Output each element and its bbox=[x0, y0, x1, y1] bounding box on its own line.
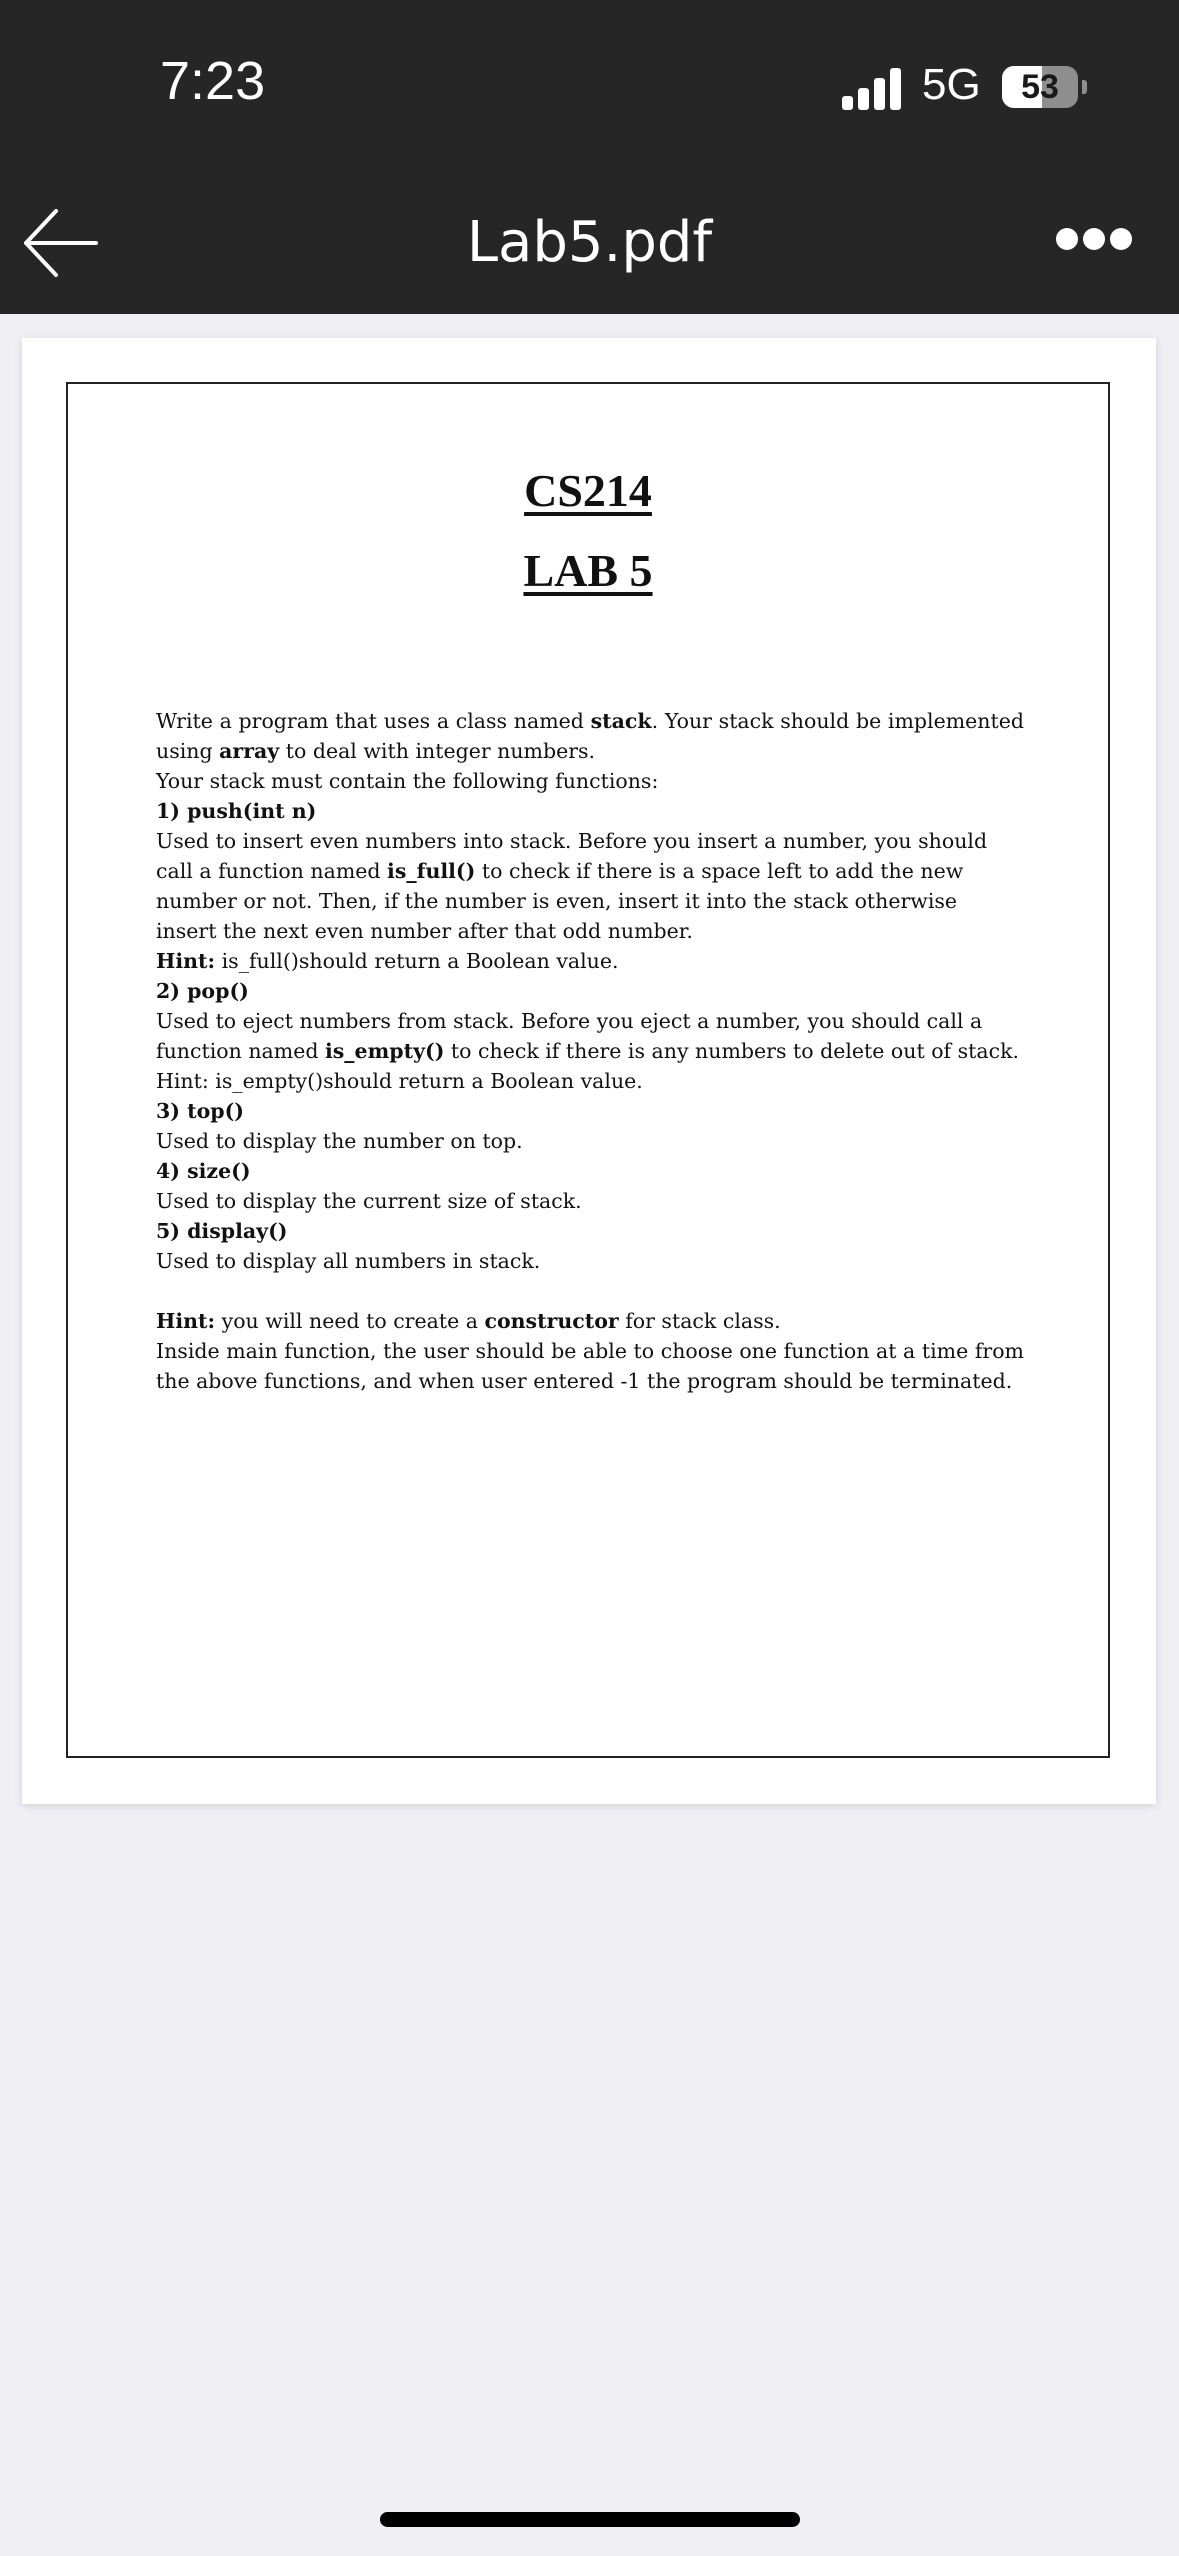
home-indicator[interactable] bbox=[380, 2512, 800, 2527]
pdf-page bbox=[22, 338, 1156, 1804]
lab-title bbox=[68, 544, 1108, 597]
course-title bbox=[68, 464, 1108, 517]
document-title: Lab5.pdf bbox=[466, 210, 713, 275]
function-push-description: Used to insert even numbers into stack. Before you insert a number, you should call a function named is_full() to check if there is a space left to add the new number or not. Then, if the number is even, insert it into the stack otherwise insert the next even number after that odd number. bbox=[156, 829, 988, 943]
function-top-description: Used to display the number on top. bbox=[156, 1129, 523, 1153]
function-push-title: 1) push(int n) bbox=[156, 799, 317, 823]
function-push-hint: Hint: is_full()should return a Boolean value. bbox=[156, 949, 619, 973]
top-bar bbox=[0, 0, 1179, 314]
battery-level: 53 bbox=[1021, 68, 1059, 106]
lab-number: LAB 5 bbox=[523, 545, 653, 596]
paragraph-gap bbox=[156, 1276, 1024, 1306]
function-top-title: 3) top() bbox=[156, 1099, 244, 1123]
more-ellipsis-icon[interactable] bbox=[1056, 228, 1132, 254]
function-size-title: 4) size() bbox=[156, 1159, 251, 1183]
page-border-frame bbox=[66, 382, 1110, 1758]
lab-instructions bbox=[156, 706, 1024, 1396]
function-pop-hint: Hint: is_empty()should return a Boolean value. bbox=[156, 1069, 643, 1093]
constructor-hint: Hint: you will need to create a constructor for stack class. bbox=[156, 1309, 781, 1333]
course-code: CS214 bbox=[524, 465, 652, 516]
battery-icon bbox=[1002, 66, 1078, 108]
network-type: 5G bbox=[922, 60, 981, 109]
cellular-signal-icon bbox=[842, 66, 902, 110]
function-size-description: Used to display the current size of stack. bbox=[156, 1189, 582, 1213]
function-display-title: 5) display() bbox=[156, 1219, 288, 1243]
status-time: 7:23 bbox=[160, 51, 266, 111]
function-display-description: Used to display all numbers in stack. bbox=[156, 1249, 541, 1273]
battery-tip bbox=[1082, 80, 1087, 94]
function-pop-title: 2) pop() bbox=[156, 979, 249, 1003]
intro-paragraph: Write a program that uses a class named stack. Your stack should be implemented using array to deal with integer numbers. bbox=[156, 709, 1024, 763]
main-function-instruction: Inside main function, the user should be able to choose one function at a time from the above functions, and when user entered -1 the program should be terminated. bbox=[156, 1339, 1024, 1393]
function-pop-description: Used to eject numbers from stack. Before you eject a number, you should call a function named is_empty() to check if there is any numbers to delete out of stack. bbox=[156, 1009, 1020, 1063]
must-contain-text: Your stack must contain the following functions: bbox=[156, 769, 659, 793]
